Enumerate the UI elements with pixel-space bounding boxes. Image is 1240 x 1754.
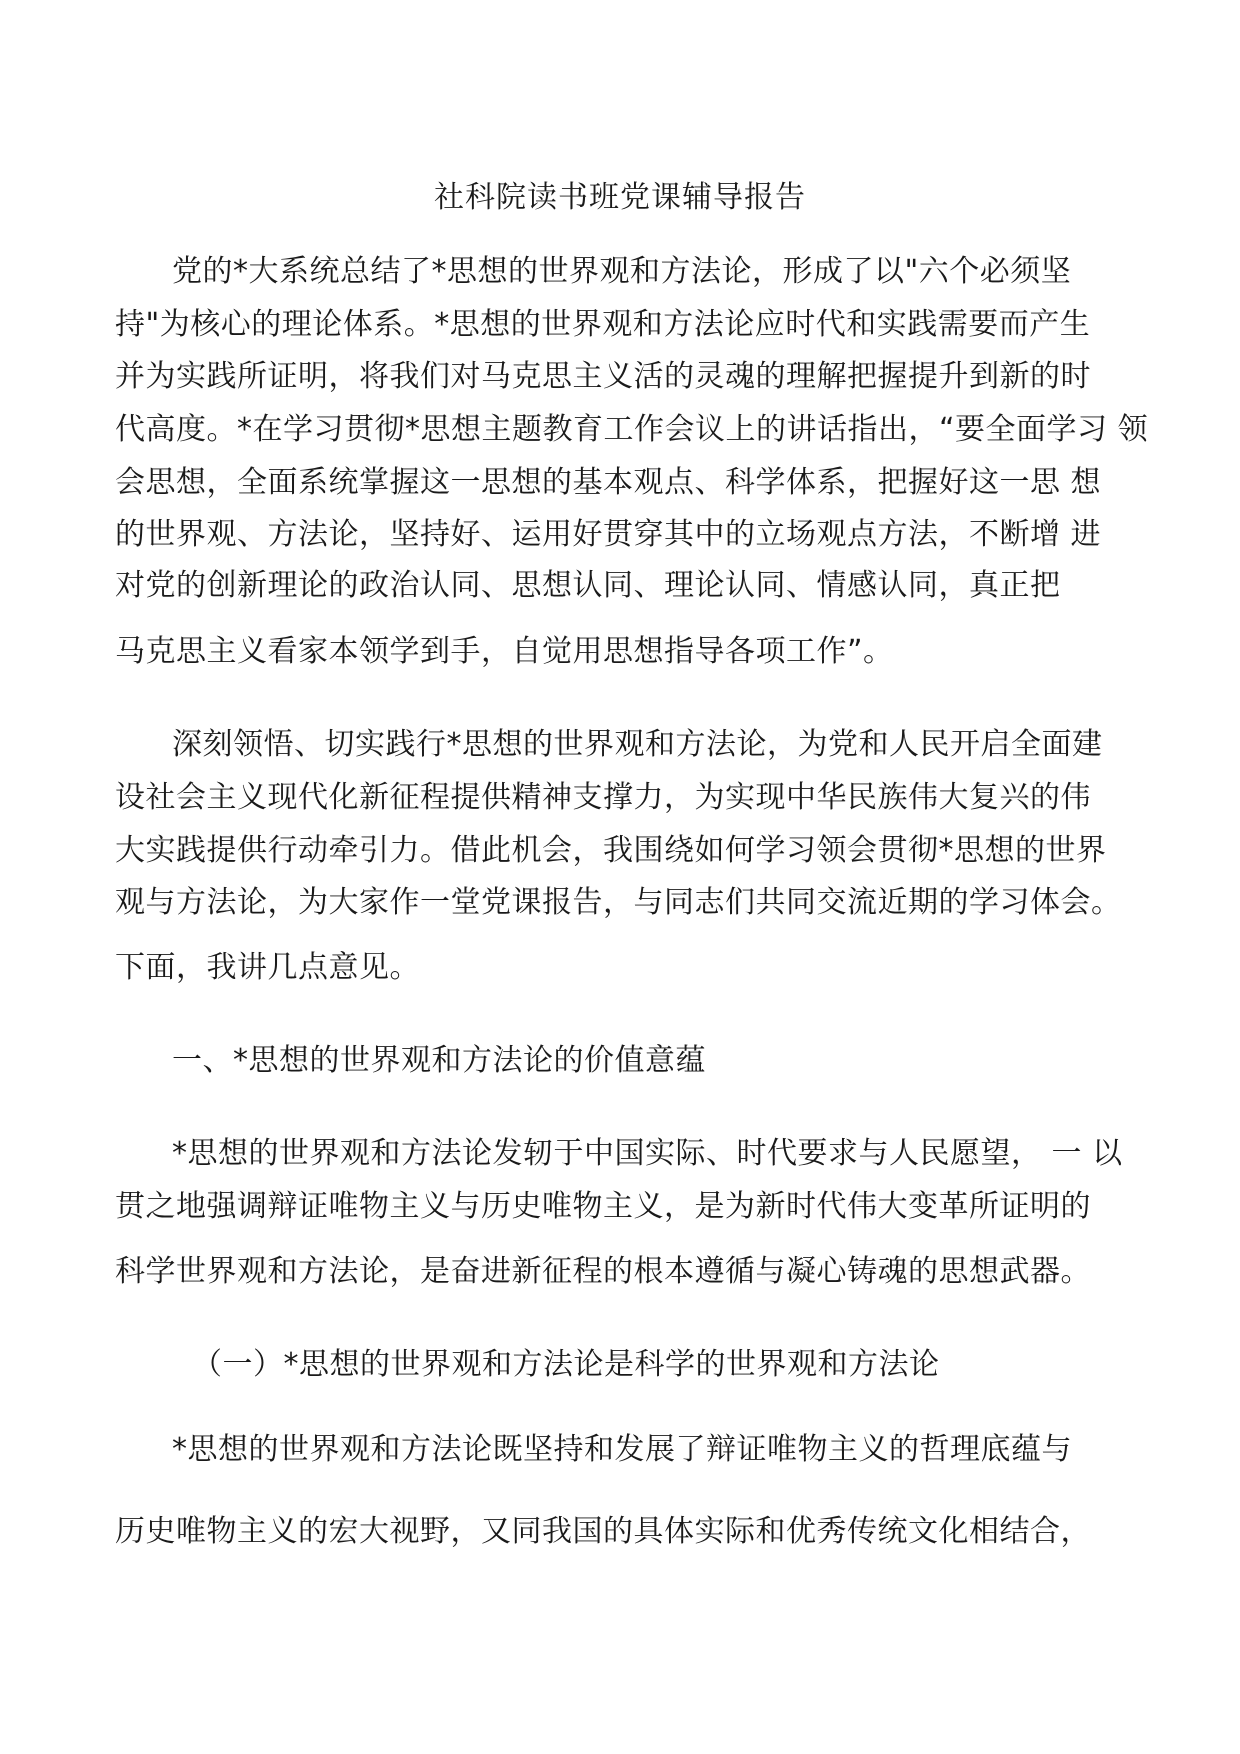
paragraph-line: *思想的世界观和方法论发轫于中国实际、时代要求与人民愿望， 一 以: [172, 1136, 1123, 1171]
section-heading: 一、*思想的世界观和方法论的价值意蕴: [172, 1043, 706, 1078]
paragraph-line: 历史唯物主义的宏大视野，又同我国的具体实际和优秀传统文化相结合，: [115, 1514, 1091, 1549]
paragraph-line: 对党的创新理论的政治认同、思想认同、理论认同、情感认同，真正把: [115, 568, 1061, 603]
paragraph-line: 持"为核心的理论体系。*思想的世界观和方法论应时代和实践需要而产生: [115, 307, 1091, 342]
paragraph-line: 会思想，全面系统掌握这一思想的基本观点、科学体系，把握好这一思 想: [115, 465, 1102, 500]
paragraph-line: 观与方法论，为大家作一堂党课报告，与同志们共同交流近期的学习体会。: [115, 885, 1122, 920]
paragraph-line: 马克思主义看家本领学到手，自觉用思想指导各项工作”。: [115, 634, 894, 669]
paragraph-line: 并为实践所证明，将我们对马克思主义活的灵魂的理解把握提升到新的时: [115, 359, 1091, 394]
paragraph-line: 下面，我讲几点意见。: [115, 950, 420, 985]
paragraph-line: *思想的世界观和方法论既坚持和发展了辩证唯物主义的哲理底蕴与: [172, 1432, 1072, 1467]
subsection-heading: （一）*思想的世界观和方法论是科学的世界观和方法论: [192, 1347, 940, 1382]
paragraph-line: 科学世界观和方法论，是奋进新征程的根本遵循与凝心铸魂的思想武器。: [115, 1254, 1091, 1289]
paragraph-line: 的世界观、方法论，坚持好、运用好贯穿其中的立场观点方法，不断增 进: [115, 517, 1102, 552]
paragraph-line: 贯之地强调辩证唯物主义与历史唯物主义，是为新时代伟大变革所证明的: [115, 1189, 1091, 1224]
paragraph-line: 设社会主义现代化新征程提供精神支撑力，为实现中华民族伟大复兴的伟: [115, 780, 1091, 815]
document-title: 社科院读书班党课辅导报告: [434, 180, 806, 215]
paragraph-line: 党的*大系统总结了*思想的世界观和方法论，形成了以"六个必须坚: [172, 254, 1072, 289]
paragraph-line: 深刻领悟、切实践行*思想的世界观和方法论，为党和人民开启全面建: [172, 727, 1103, 762]
paragraph-line: 大实践提供行动牵引力。借此机会，我围绕如何学习领会贯彻*思想的世界: [115, 833, 1107, 868]
paragraph-line: 代高度。*在学习贯彻*思想主题教育工作会议上的讲话指出，“要全面学习 领: [115, 412, 1149, 447]
